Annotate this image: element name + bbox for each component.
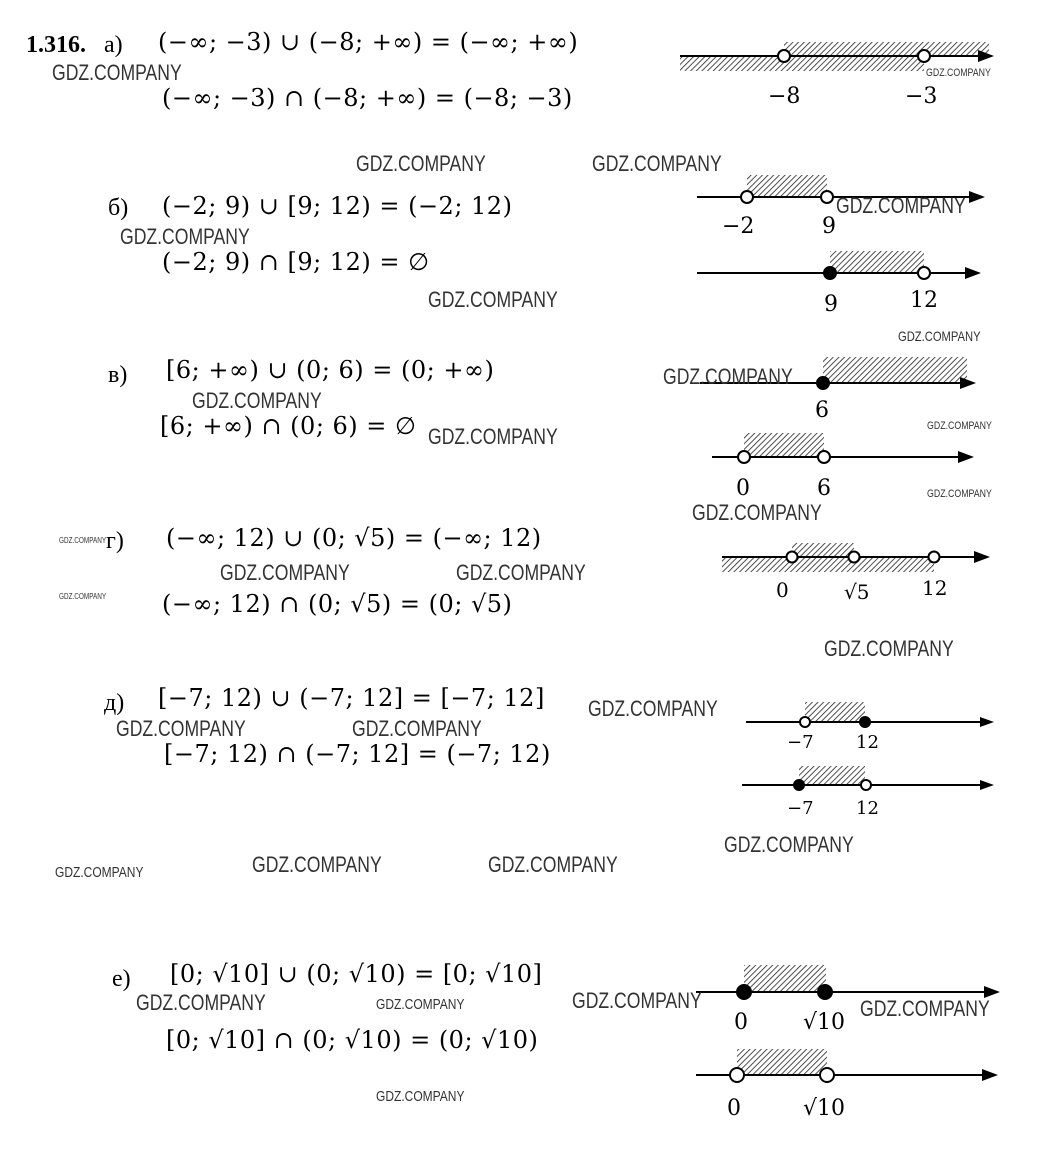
axis-arrow-icon [982,1069,998,1081]
part-e-number-line-2 [696,1046,1006,1086]
closed-point [737,985,751,999]
watermark: GDZ.COMPANY [588,696,718,721]
open-point [778,50,790,62]
open-point [849,552,860,563]
axis-arrow-icon [974,551,990,563]
hatch-region [830,251,924,272]
tick-label: 0 [776,578,789,602]
watermark: GDZ.COMPANY [120,224,250,249]
tick-label: 0 [734,1010,748,1035]
part-d-number-line-1 [746,700,1006,730]
watermark: GDZ.COMPANY [836,193,966,218]
open-point [918,267,930,279]
tick-label: 6 [815,398,829,423]
tick-label: −2 [722,214,755,239]
open-point [820,1068,834,1082]
open-point [741,191,753,203]
watermark: GDZ.COMPANY [572,988,702,1013]
problem-number: 1.316. [26,32,86,58]
open-point [821,191,833,203]
tick-label: 0 [736,476,750,501]
watermark: GDZ.COMPANY [55,864,144,881]
tick-label: 6 [817,476,831,501]
hatch-region [737,1049,827,1075]
watermark: GDZ.COMPANY [663,364,793,389]
tick-label: 9 [822,214,836,239]
watermark: GDZ.COMPANY [692,500,822,525]
axis-arrow-icon [960,377,976,389]
tick-label: √10 [803,1096,846,1121]
part-g-union: (−∞; 12) ∪ (0; √5) = (−∞; 12) [166,524,542,552]
tick-label: 0 [727,1096,741,1121]
part-e-label: е) [112,966,131,992]
tick-label: √5 [844,580,870,604]
part-v-label: в) [108,362,128,388]
hatch-region-lower [680,57,924,71]
watermark: GDZ.COMPANY [252,852,382,877]
closed-point [794,780,804,790]
open-point [929,552,940,563]
part-d-intersection: [−7; 12) ∩ (−7; 12] = (−7; 12) [164,740,551,768]
closed-point [860,717,870,727]
watermark: GDZ.COMPANY [824,636,954,661]
open-point [861,780,871,790]
tick-label: −3 [905,84,938,109]
closed-point [818,985,832,999]
watermark: GDZ.COMPANY [898,328,981,344]
watermark: GDZ.COMPANY [52,60,182,85]
watermark: GDZ.COMPANY [488,852,618,877]
hatch-region-lower [722,558,934,572]
part-v-number-line-2 [712,430,992,470]
part-e-intersection: [0; √10] ∩ (0; √10) = (0; √10) [166,1026,539,1054]
part-b-label: б) [108,195,129,221]
part-a-union: (−∞; −3) ∪ (−8; +∞) = (−∞; +∞) [158,28,579,56]
watermark: GDZ.COMPANY [592,151,722,176]
hatch-region-upper [792,543,854,557]
tick-label: −7 [787,732,814,753]
watermark: GDZ.COMPANY [927,420,992,432]
axis-arrow-icon [965,267,981,279]
watermark: GDZ.COMPANY [860,996,990,1021]
part-g-label: г) [106,528,124,554]
part-b-number-line-2 [697,248,997,288]
part-b-union: (−2; 9) ∪ [9; 12) = (−2; 12) [162,192,513,220]
part-b-intersection: (−2; 9) ∩ [9; 12) = ∅ [162,248,430,276]
hatch-region [744,965,826,992]
watermark: GDZ.COMPANY [356,151,486,176]
part-g-intersection: (−∞; 12) ∩ (0; √5) = (0; √5) [162,590,513,618]
open-point [818,451,830,463]
tick-label: 12 [910,288,938,313]
tick-label: 12 [922,576,948,600]
part-a-label: а) [104,32,123,58]
hatch-region [805,702,865,722]
axis-arrow-icon [980,717,994,727]
part-e-union: [0; √10] ∪ (0; √10) = [0; √10] [170,960,543,988]
hatch-region [823,357,967,382]
watermark: GDZ.COMPANY [428,287,558,312]
watermark: GDZ.COMPANY [220,560,350,585]
tick-label: 12 [856,798,879,819]
open-point [800,717,810,727]
watermark: GDZ.COMPANY [192,388,322,413]
watermark: GDZ.COMPANY [376,996,465,1013]
axis-arrow-icon [958,451,974,463]
open-point [918,50,930,62]
watermark: GDZ.COMPANY [59,592,107,601]
closed-point [817,377,829,389]
part-g-number-line [720,540,1000,580]
watermark: GDZ.COMPANY [136,990,266,1015]
part-a-intersection: (−∞; −3) ∩ (−8; +∞) = (−8; −3) [162,84,573,112]
tick-label: 12 [856,732,879,753]
watermark: GDZ.COMPANY [926,67,991,79]
tick-label: 9 [824,292,838,317]
part-v-union: [6; +∞) ∪ (0; 6) = (0; +∞) [166,356,495,384]
tick-label: −8 [768,84,801,109]
watermark: GDZ.COMPANY [724,832,854,857]
tick-label: √10 [803,1010,846,1035]
axis-arrow-icon [980,780,994,790]
open-point [730,1068,744,1082]
axis-arrow-icon [969,191,985,203]
hatch-region [747,175,827,196]
open-point [787,552,798,563]
watermark: GDZ.COMPANY [376,1088,465,1105]
watermark: GDZ.COMPANY [59,536,107,545]
part-d-union: [−7; 12) ∪ (−7; 12] = [−7; 12] [158,684,545,712]
hatch-region-upper [784,42,989,56]
watermark: GDZ.COMPANY [428,424,558,449]
hatch-region [744,433,824,457]
open-point [738,451,750,463]
tick-label: −7 [787,798,814,819]
hatch-region [799,766,865,786]
part-d-number-line-2 [742,764,1002,794]
watermark: GDZ.COMPANY [456,560,586,585]
part-d-label: д) [104,690,125,716]
watermark: GDZ.COMPANY [116,716,246,741]
watermark: GDZ.COMPANY [927,488,992,500]
part-v-intersection: [6; +∞) ∩ (0; 6) = ∅ [160,412,417,440]
watermark: GDZ.COMPANY [352,716,482,741]
closed-point [824,267,836,279]
